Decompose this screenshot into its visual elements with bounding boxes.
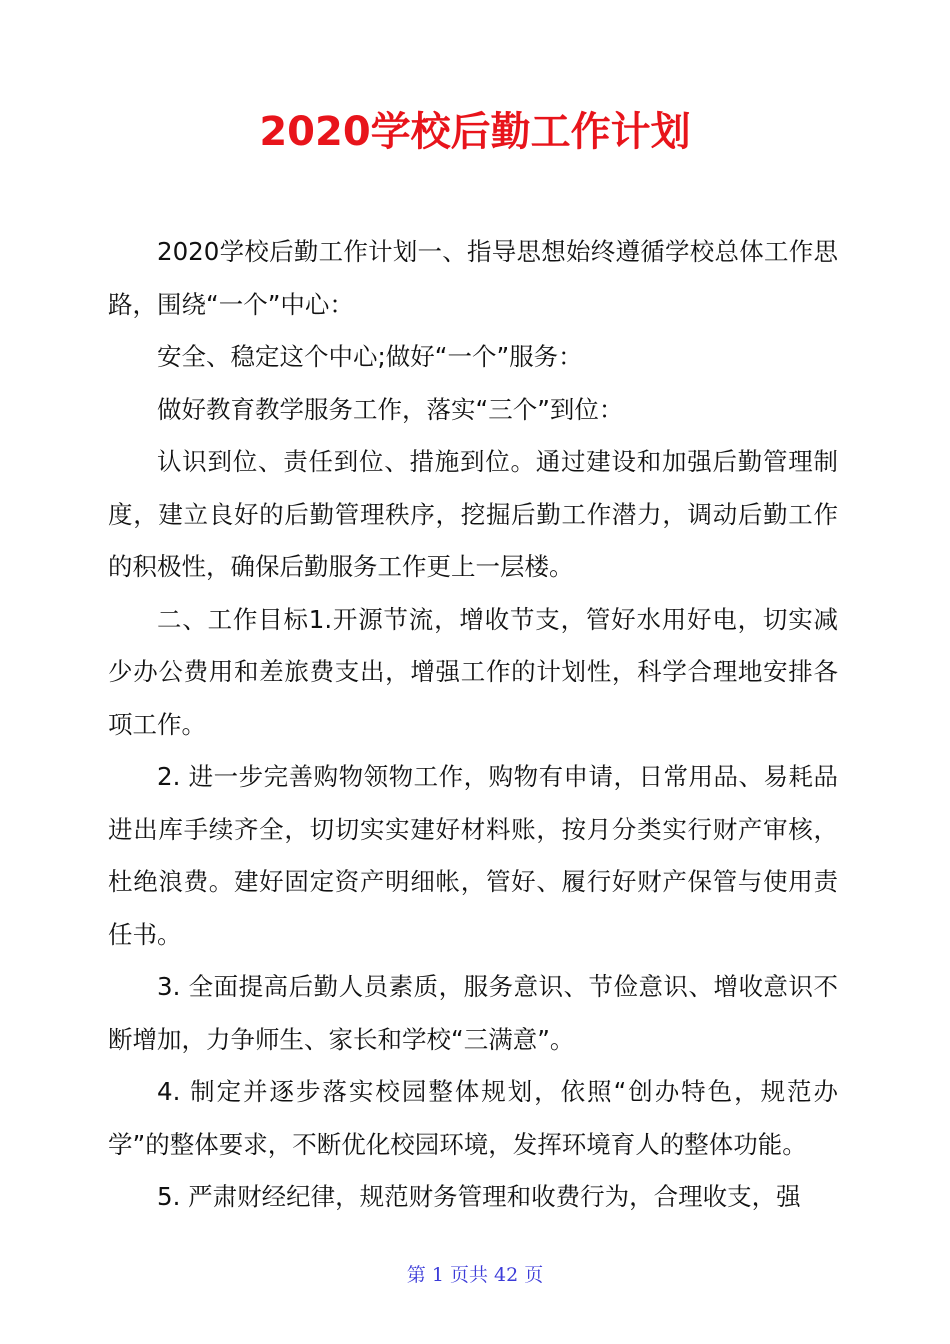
paragraph: 4. 制定并逐步落实校园整体规划，依照“创办特色，规范办学”的整体要求，不断优化校园环境，发挥环境育人的整体功能。 xyxy=(108,1077,838,1159)
page-number-footer: 第 1 页共 42 页 xyxy=(406,1264,544,1286)
paragraph: 认识到位、责任到位、措施到位。通过建设和加强后勤管理制度，建立良好的后勤管理秩序，挖掘后勤工作潜力，调动后勤工作的积极性，确保后勤服务工作更上一层楼。 xyxy=(108,447,838,581)
paragraph: 做好教育教学服务工作，落实“三个”到位： xyxy=(157,394,624,424)
paragraph: 5. 严肃财经纪律，规范财务管理和收费行为，合理收支，强 xyxy=(157,1182,801,1211)
paragraph: 2. 进一步完善购物领物工作，购物有申请，日常用品、易耗品进出库手续齐全，切切实实建好材料账，按月分类实行财产审核，杜绝浪费。建好固定资产明细帐，管好、履行好财产保管与使用责任书。 xyxy=(108,762,838,949)
paragraph: 二、工作目标1.开源节流，增收节支，管好水用好电，切实减少办公费用和差旅费支出，增强工作的计划性，科学合理地安排各项工作。 xyxy=(108,604,838,739)
document-title: 2020学校后勤工作计划 xyxy=(259,109,691,155)
paragraph: 3. 全面提高后勤人员素质，服务意识、节俭意识、增收意识不断增加，力争师生、家长和学校“三满意”。 xyxy=(108,972,838,1054)
paragraph: 2020学校后勤工作计划一、指导思想始终遵循学校总体工作思路，围绕“一个”中心： xyxy=(108,237,838,319)
document-body xyxy=(108,226,838,1224)
paragraph: 安全、稳定这个中心;做好“一个”服务： xyxy=(157,342,583,371)
